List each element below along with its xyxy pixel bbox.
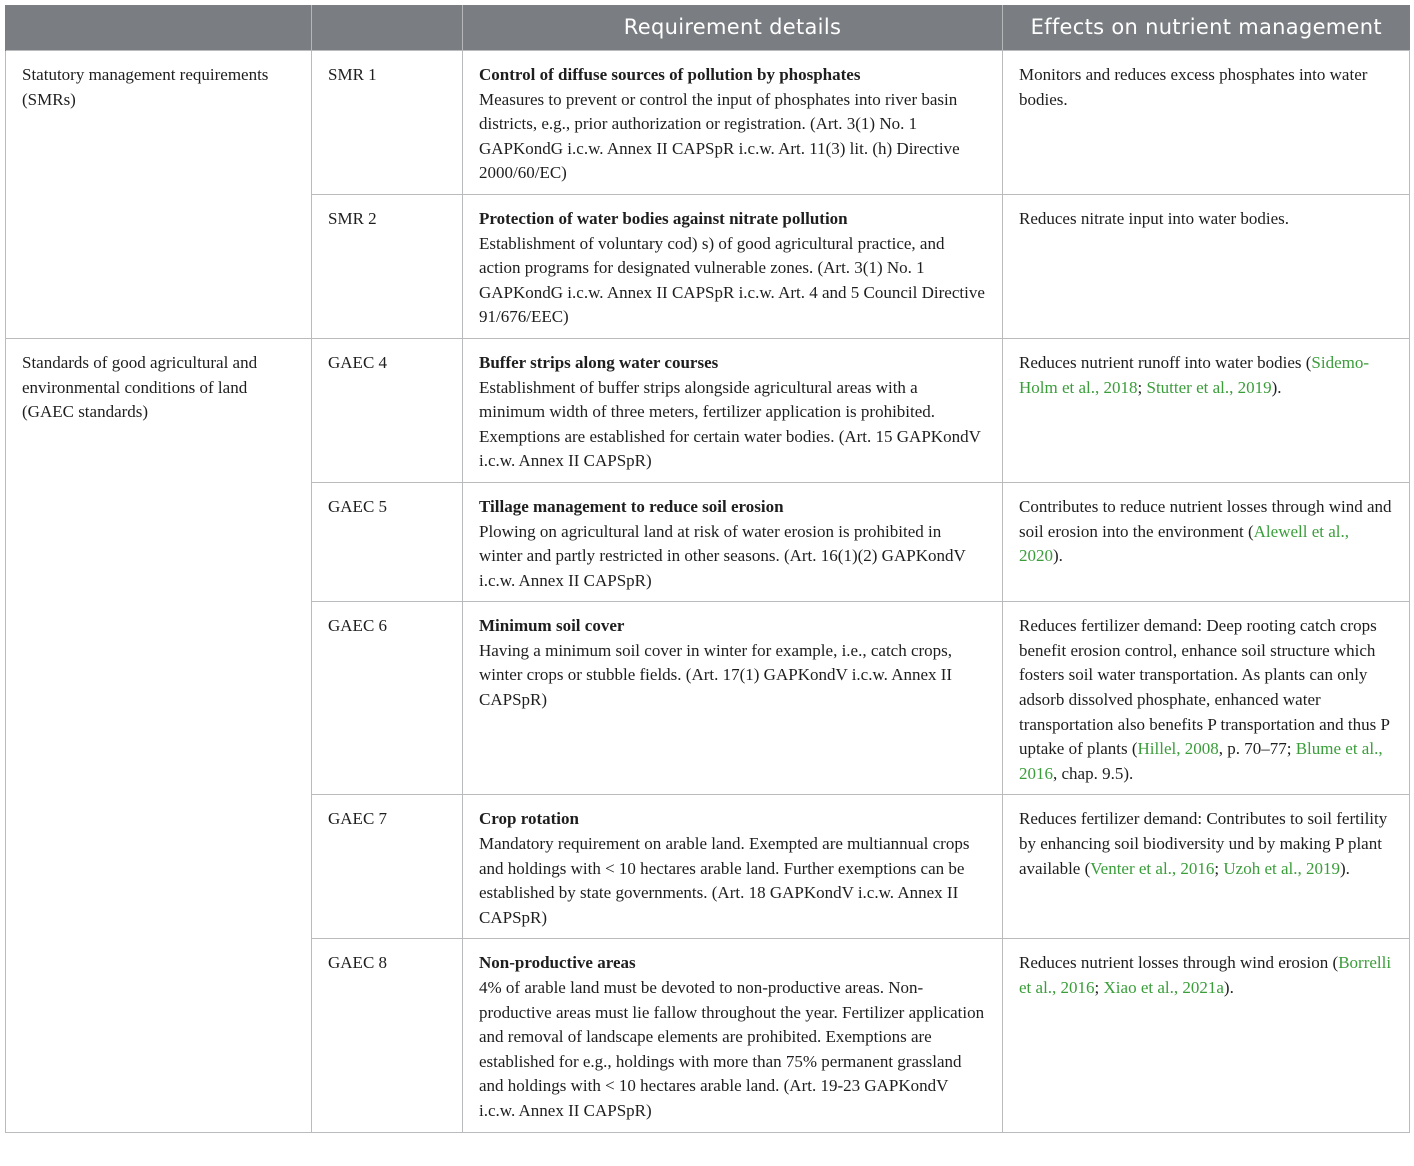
- effects-cell: [1003, 338, 1410, 482]
- effect-text: ;: [1137, 377, 1147, 397]
- citation-link[interactable]: Borrelli et al., 2016: [1019, 953, 1392, 997]
- code-cell: GAEC 7: [312, 795, 463, 939]
- citation-link[interactable]: Blume et al., 2016: [1019, 739, 1383, 783]
- effect-text: Reduces fertilizer demand: Deep rooting catch crops benefit erosion control, enhance soil structure which fosters soil water transportation. As plants can only adsorb dissolved phosphate, enhanced water transportation also benefits P transportation and thus P uptake of plants (: [1019, 616, 1390, 759]
- table-row: [6, 51, 1410, 195]
- effect-text: , chap. 9.5).: [1053, 763, 1134, 783]
- requirement-description: Establishment of buffer strips alongside agricultural areas with a minimum width of three meters, fertilizer application is prohibited. Exemptions are established for certain water bodies. (Art. 15 GAPKondV i.c.w. Annex II CAPSpR): [479, 377, 981, 471]
- requirement-title: Protection of water bodies against nitrate pollution: [479, 208, 848, 228]
- effect-text: Reduces nitrate input into water bodies.: [1019, 208, 1290, 228]
- requirement-details-cell: [463, 795, 1003, 939]
- effect-text: Monitors and reduces excess phosphates into water bodies.: [1019, 65, 1368, 109]
- effect-text: ).: [1053, 546, 1063, 566]
- effect-text: ).: [1223, 978, 1234, 997]
- requirement-details-cell: [463, 194, 1003, 338]
- requirement-title: Non-productive areas: [479, 953, 636, 973]
- category-cell: Standards of good agricultural and environmental conditions of land (GAEC standards): [6, 338, 312, 1132]
- requirement-description: Plowing on agricultural land at risk of water erosion is prohibited in winter and partly restricted in other seasons. (Art. 16(1)(2) GAPKondV i.c.w. Annex II CAPSpR): [479, 521, 966, 590]
- requirement-details-cell: [463, 939, 1003, 1132]
- effects-cell: [1003, 795, 1410, 939]
- effect-text: ;: [1214, 858, 1224, 878]
- effects-cell: [1003, 482, 1410, 601]
- requirement-description: Having a minimum soil cover in winter for example, i.e., catch crops, winter crops or stubble fields. (Art. 17(1) GAPKondV i.c.w. Annex II CAPSpR): [479, 640, 953, 710]
- effect-text: ).: [1271, 377, 1282, 397]
- effects-cell: [1003, 939, 1410, 1132]
- citation-link[interactable]: Alewell et al., 2020: [1019, 521, 1350, 566]
- effect-text: , p. 70–77;: [1218, 739, 1296, 759]
- citation-link[interactable]: Venter et al., 2016: [1090, 858, 1215, 878]
- code-cell: GAEC 6: [312, 602, 463, 795]
- citation-link[interactable]: Hillel, 2008: [1137, 739, 1219, 759]
- effect-text: Reduces fertilizer demand: Contributes to soil fertility by enhancing soil biodiversity und by making P plant available (: [1019, 809, 1388, 878]
- requirements-table: [5, 5, 1410, 1133]
- table-row: [6, 338, 1410, 482]
- header-requirement-details: Requirement details: [463, 5, 1003, 51]
- requirement-details-cell: [463, 51, 1003, 195]
- header-category: [6, 5, 312, 51]
- requirement-title: Crop rotation: [479, 809, 579, 829]
- requirement-title: Control of diffuse sources of pollution by phosphates: [479, 65, 861, 84]
- code-cell: SMR 2: [312, 194, 463, 338]
- table-body: [6, 51, 1410, 1133]
- requirement-details-cell: [463, 338, 1003, 482]
- effect-text: ;: [1094, 978, 1104, 997]
- header-code: [312, 5, 463, 51]
- requirement-title: Buffer strips along water courses: [479, 352, 719, 372]
- requirement-description: Establishment of voluntary cod) s) of good agricultural practice, and action programs for designated vulnerable zones. (Art. 3(1) No. 1 GAPKondG i.c.w. Annex II CAPSpR i.c.w. Art. 4 and 5 Council Directive 91/676/EEC): [479, 233, 985, 327]
- citation-link[interactable]: Sidemo-Holm et al., 2018: [1019, 352, 1369, 397]
- header-effects: Effects on nutrient management: [1003, 5, 1410, 51]
- requirement-description: Mandatory requirement on arable land. Exempted are multiannual crops and holdings with < 10 hectares arable land. Further exemptions can be established by state governments. (Art. 18 GAPKondV i.c.w. Annex II CAPSpR): [479, 834, 970, 927]
- effects-cell: [1003, 51, 1410, 195]
- code-cell: SMR 1: [312, 51, 463, 195]
- code-cell: GAEC 8: [312, 939, 463, 1132]
- requirement-details-cell: [463, 602, 1003, 795]
- effect-text: Reduces nutrient losses through wind erosion (: [1019, 953, 1339, 973]
- effects-cell: [1003, 602, 1410, 795]
- requirement-description: Measures to prevent or control the input of phosphates into river basin districts, e.g., prior authorization or registration. (Art. 3(1) No. 1 GAPKondG i.c.w. Annex II CAPSpR i.c.w. Art. 11(3) lit. (h) Directive 2000/60/EC): [479, 89, 960, 183]
- requirement-title: Tillage management to reduce soil erosion: [479, 496, 784, 516]
- effect-text: Contributes to reduce nutrient losses through wind and soil erosion into the environment (: [1019, 496, 1392, 541]
- requirement-description: 4% of arable land must be devoted to non-productive areas. Non-productive areas must lie fallow throughout the year. Fertilizer application and removal of landscape elements are prohibited. Exemptions are established for e.g., holdings with more than 75% permanent grassland and holdings with < 10 hectares arable land. (Art. 19-23 GAPKondV i.c.w. Annex II CAPSpR): [479, 978, 985, 1120]
- effect-text: ).: [1340, 858, 1350, 878]
- requirement-details-cell: [463, 482, 1003, 601]
- code-cell: GAEC 4: [312, 338, 463, 482]
- code-cell: GAEC 5: [312, 482, 463, 601]
- category-cell: Statutory management requirements (SMRs): [6, 51, 312, 339]
- citation-link[interactable]: Uzoh et al., 2019: [1223, 858, 1341, 878]
- requirement-title: Minimum soil cover: [479, 616, 625, 636]
- table-header-row: [6, 5, 1410, 51]
- effect-text: Reduces nutrient runoff into water bodies (: [1019, 352, 1312, 372]
- citation-link[interactable]: Xiao et al., 2021a: [1103, 978, 1224, 997]
- citation-link[interactable]: Stutter et al., 2019: [1146, 377, 1272, 397]
- effects-cell: [1003, 194, 1410, 338]
